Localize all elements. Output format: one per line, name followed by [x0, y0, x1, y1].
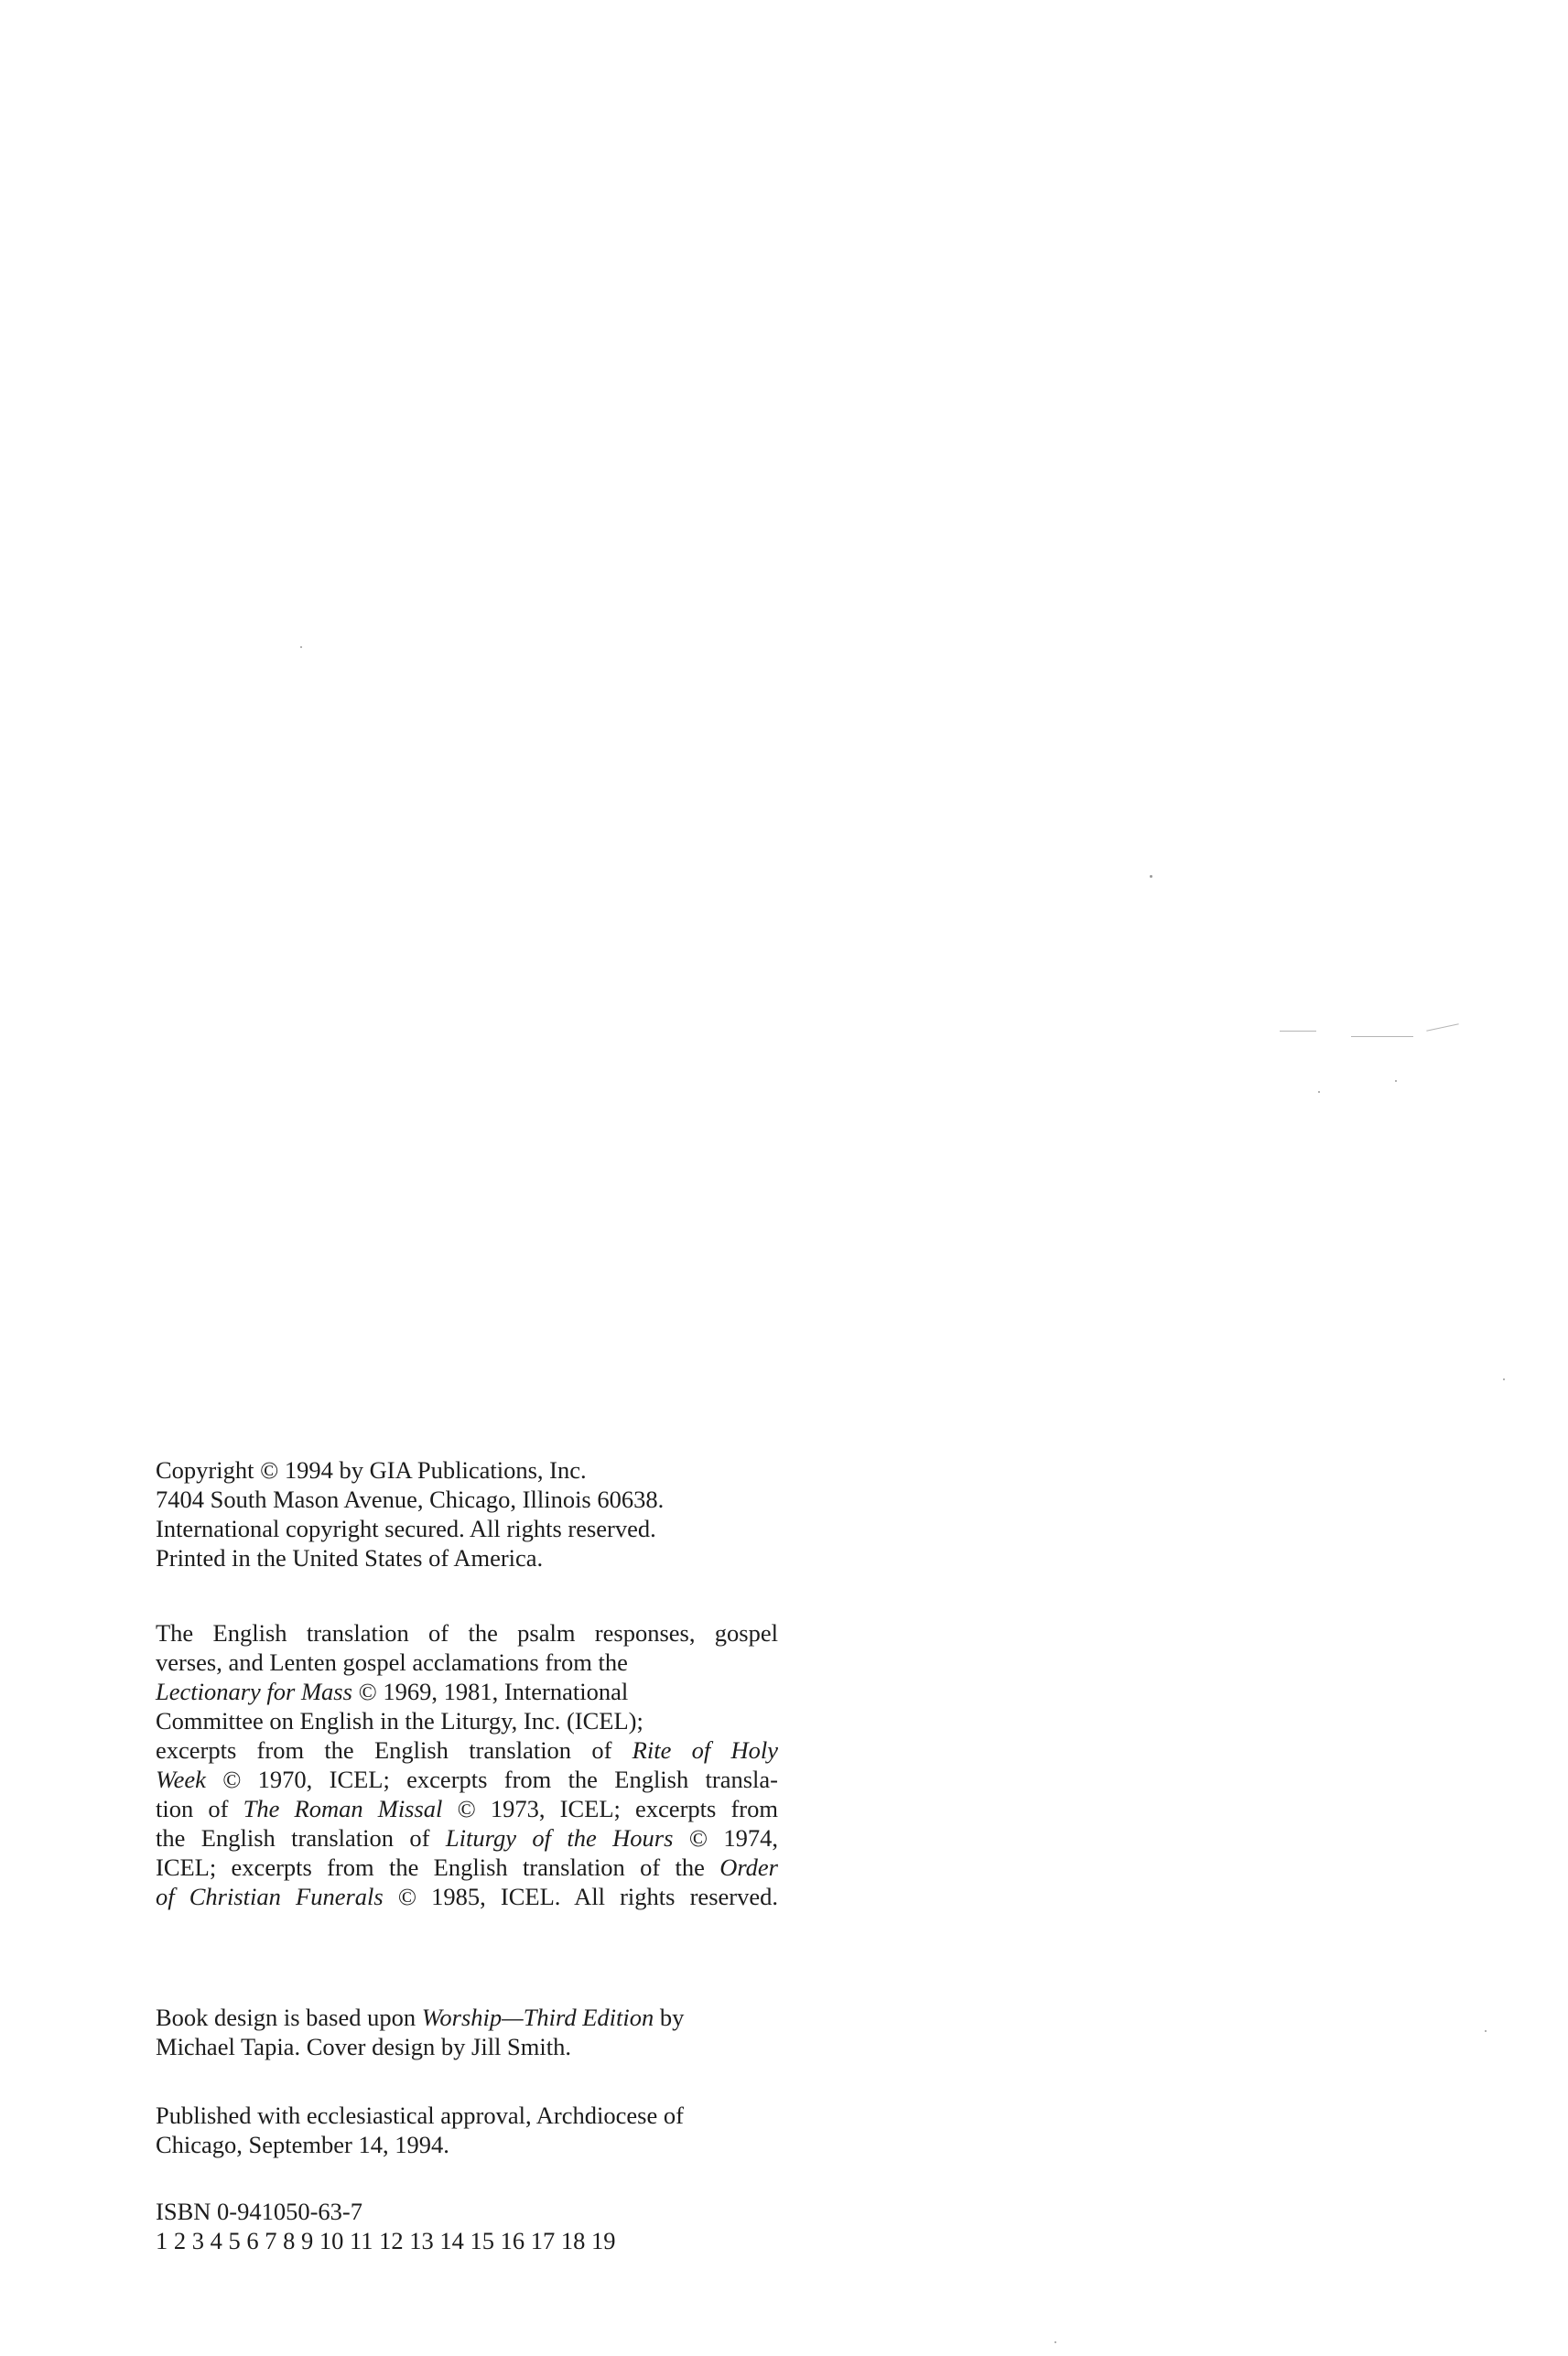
scan-mark — [1351, 1036, 1413, 1037]
design-line: Michael Tapia. Cover design by Jill Smith. — [156, 2033, 571, 2060]
rights-statement: International copyright secured. All rights reserved. — [156, 1515, 656, 1542]
copyright-notice — [156, 1455, 796, 1572]
scan-speck — [1318, 1091, 1320, 1093]
publisher-address: 7404 South Mason Avenue, Chicago, Illinois 60638. — [156, 1486, 665, 1513]
scan-mark — [1426, 1023, 1458, 1031]
design-line: Book design is based upon Worship—Third Edition by — [156, 2004, 685, 2031]
liturgy-title: Liturgy of the Hours — [445, 1824, 674, 1852]
scan-speck — [1485, 2030, 1487, 2032]
scan-speck — [300, 646, 302, 648]
worship-title: Worship—Third Edition — [421, 2004, 654, 2031]
scan-speck — [1503, 1378, 1505, 1380]
scan-speck — [1054, 2341, 1056, 2343]
translation-line: Committee on English in the Liturgy, Inc. (ICEL); — [156, 1707, 643, 1735]
translation-line: Week © 1970, ICEL; excerpts from the English transla- — [156, 1766, 778, 1793]
isbn-info — [156, 2197, 796, 2255]
approval-line: Published with ecclesiastical approval, Archdiocese of — [156, 2102, 684, 2129]
missal-title: The Roman Missal — [243, 1795, 443, 1822]
translation-line: The English translation of the psalm responses, gospel — [156, 1619, 778, 1647]
printed-in: Printed in the United States of America. — [156, 1544, 544, 1572]
scan-mark — [1280, 1031, 1316, 1032]
rite-title: Rite of Holy — [632, 1736, 778, 1764]
translation-line: Lectionary for Mass © 1969, 1981, International — [156, 1678, 629, 1705]
isbn-number: ISBN 0-941050-63-7 — [156, 2198, 362, 2225]
translation-line: verses, and Lenten gospel acclamations from the — [156, 1648, 628, 1676]
translation-line: excerpts from the English translation of Rite of Holy — [156, 1736, 778, 1764]
copyright-line: Copyright © 1994 by GIA Publications, Inc. — [156, 1456, 587, 1484]
translation-line: of Christian Funerals © 1985, ICEL. All rights reserved. — [156, 1883, 778, 1910]
funerals-title: Order — [719, 1853, 778, 1881]
translation-line: ICEL; excerpts from the English translation of the Order — [156, 1853, 778, 1881]
scan-speck — [1395, 1080, 1397, 1082]
lectionary-title: Lectionary for Mass — [156, 1678, 352, 1705]
design-credits — [156, 2003, 796, 2061]
approval-line: Chicago, September 14, 1994. — [156, 2131, 449, 2158]
printing-line: 1 2 3 4 5 6 7 8 9 10 11 12 13 14 15 16 17 18 19 — [156, 2227, 616, 2254]
translation-acknowledgment — [156, 1618, 778, 1911]
ecclesiastical-approval — [156, 2101, 796, 2159]
scan-speck — [1150, 875, 1152, 878]
translation-line: tion of The Roman Missal © 1973, ICEL; excerpts from — [156, 1795, 778, 1822]
translation-line: the English translation of Liturgy of the Hours © 1974, — [156, 1824, 778, 1852]
